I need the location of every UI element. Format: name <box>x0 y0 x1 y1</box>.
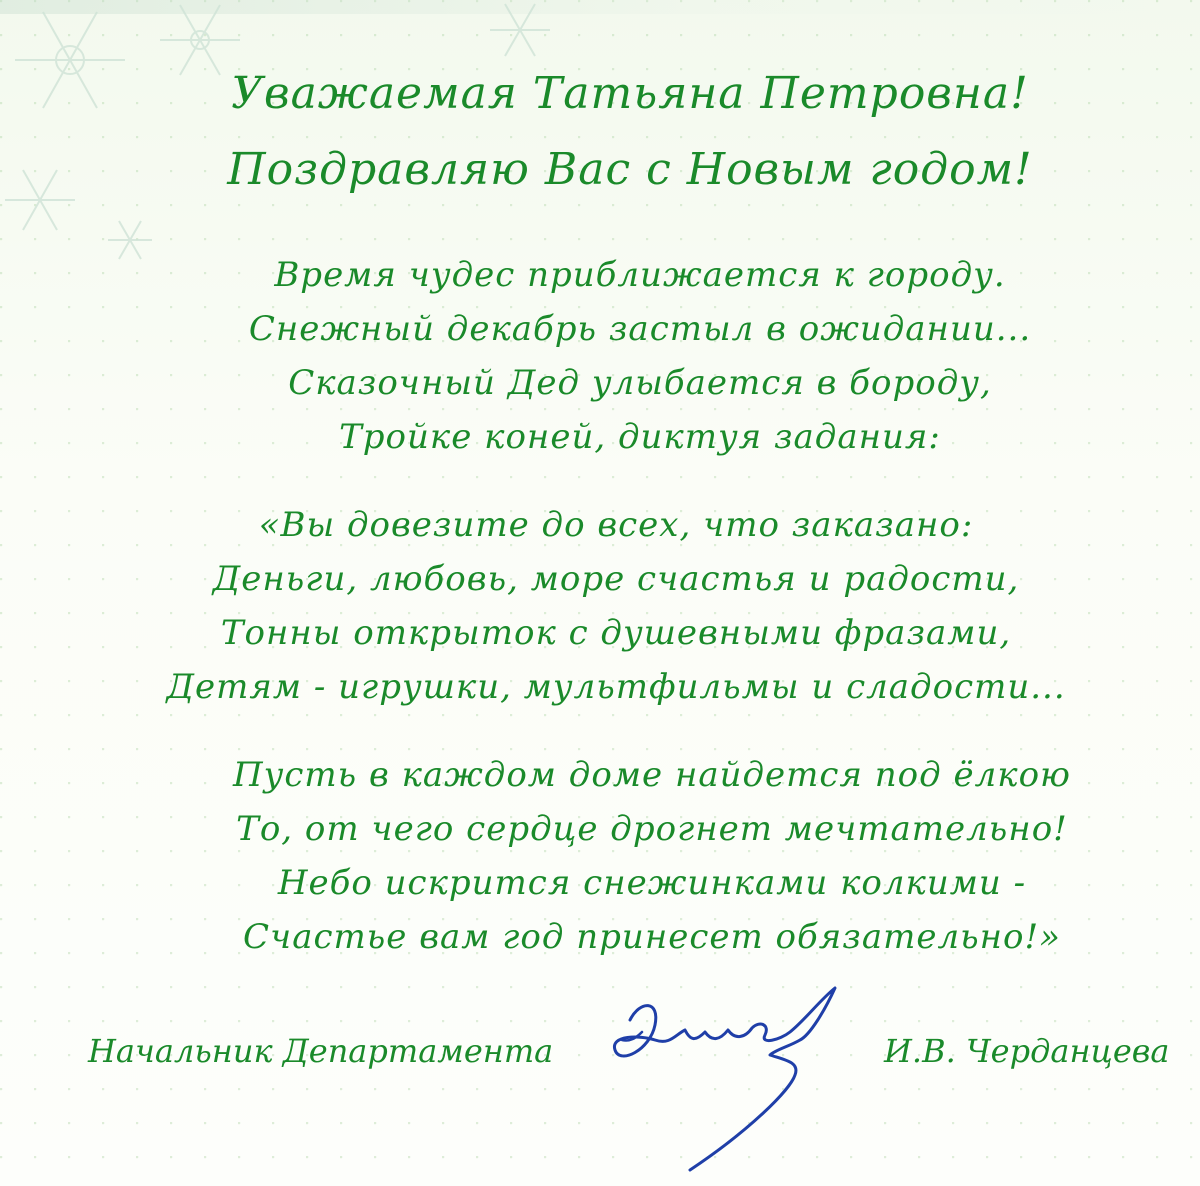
poem-line: Тройке коней, диктуя задания: <box>339 417 941 457</box>
greeting-salutation: Уважаемая Татьяна Петровна! <box>231 68 1029 119</box>
signatory-position: Начальник Департамента <box>88 1032 554 1070</box>
poem-line: «Вы довезите до всех, что заказано: <box>258 505 974 545</box>
poem-line: Счастье вам год принесет обязательно!» <box>243 917 1061 957</box>
poem-line: Время чудес приближается к городу. <box>274 255 1006 295</box>
poem-line: Пусть в каждом доме найдется под ёлкою <box>233 755 1071 795</box>
handwritten-signature <box>600 980 850 1180</box>
signatory-name: И.В. Черданцева <box>884 1032 1170 1070</box>
top-edge-strip <box>0 0 1200 14</box>
poem-line: Небо искрится снежинками колкими - <box>277 863 1027 903</box>
poem-line: Тонны открыток с душевными фразами, <box>220 613 1012 653</box>
poem-line: Сказочный Дед улыбается в бороду, <box>288 363 992 403</box>
poem-stanza-2 <box>16 498 1200 714</box>
poem-line: Детям - игрушки, мультфильмы и сладости... <box>166 667 1066 707</box>
poem-line: Снежный декабрь застыл в ожидании... <box>248 309 1032 349</box>
greeting-congratulation: Поздравляю Вас с Новым годом! <box>227 144 1033 195</box>
poem-stanza-3 <box>52 748 1200 964</box>
poem-line: То, от чего сердце дрогнет мечтательно! <box>236 809 1068 849</box>
poem-stanza-1 <box>40 248 1200 464</box>
poem-line: Деньги, любовь, море счастья и радости, <box>212 559 1020 599</box>
